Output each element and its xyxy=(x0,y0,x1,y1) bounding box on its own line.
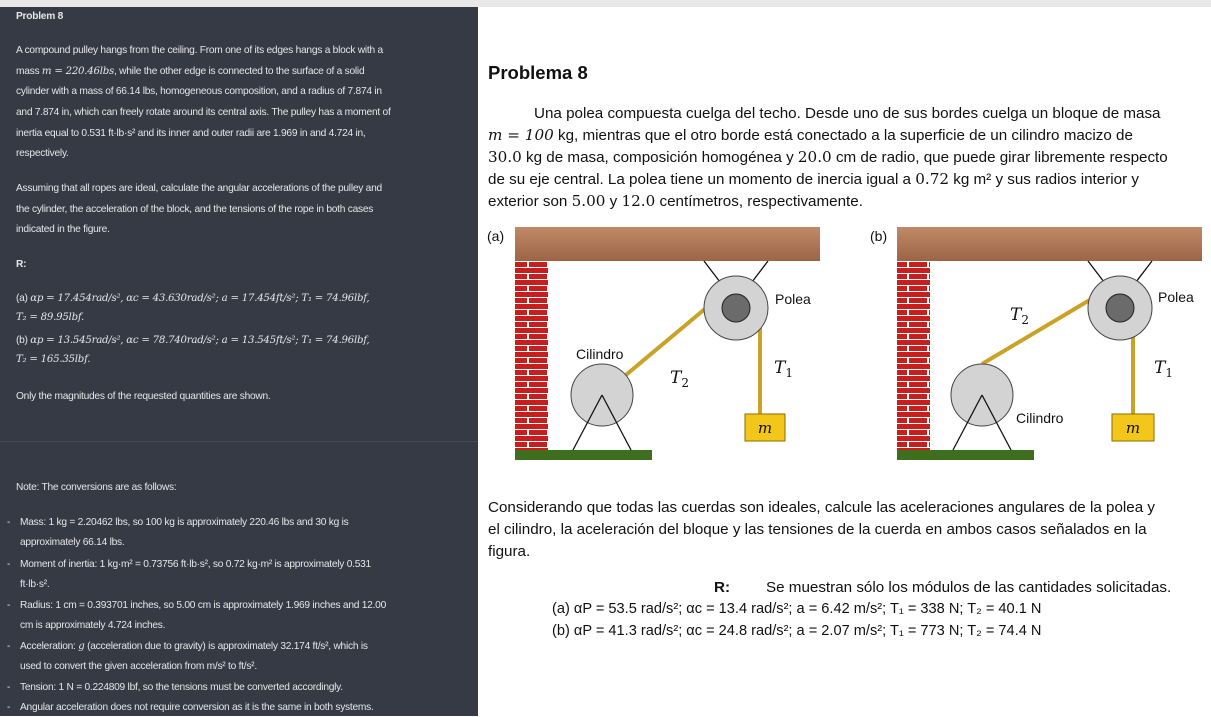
answer-b-line: (b) αp = 13.545rad/s², αc = 78.740rad/s²; a = 13.545ft/s²; T₁ = 74.96lbf, xyxy=(16,335,370,346)
top-strip xyxy=(0,0,1211,7)
bullet-icon: - xyxy=(7,641,11,652)
bullet-radius-cont: cm is approximately 4.724 inches. xyxy=(20,620,166,631)
cylinder-label: Cilindro xyxy=(1016,410,1064,426)
answer-b-line: T₂ = 165.35lbf. xyxy=(16,354,91,365)
bullet-mass-cont: approximately 66.14 lbs. xyxy=(20,537,125,548)
problem-text-line: mass m = 220.46lbs, while the other edge is connected to the surface of a solid xyxy=(16,66,365,77)
ceiling xyxy=(897,227,1202,261)
answer-a-line: T₂ = 89.95lbf. xyxy=(16,312,84,323)
paragraph-line: el cilindro, la aceleración del bloque y las tensiones de la cuerda en ambos casos señalados en la xyxy=(488,521,1147,538)
bullet-acceleration-cont: used to convert the given acceleration from m/s² to ft/s². xyxy=(20,661,257,672)
paragraph-line: m = 100 kg, mientras que el otro borde está conectado a la superficie de un cilindro macizo de xyxy=(488,126,1133,144)
pulley-inner xyxy=(722,294,750,322)
bullet-icon: - xyxy=(7,682,11,693)
tension-t1-label: $T_1$ xyxy=(774,358,793,380)
paragraph-line: figura. xyxy=(488,543,531,560)
pulley-label: Polea xyxy=(1158,289,1194,305)
figure-b xyxy=(870,227,1202,460)
spanish-problem-document xyxy=(478,7,1211,716)
problem-text-line: cylinder with a mass of 66.14 lbs, homogeneous composition, and a radius of 7.874 in xyxy=(16,86,382,97)
pulley-figure xyxy=(478,220,1211,460)
block-mass-label: m xyxy=(1125,419,1141,437)
bullet-acceleration: Acceleration: g (acceleration due to gravity) is approximately 32.174 ft/s², which is xyxy=(20,641,368,652)
bullet-angular: Angular acceleration does not require conversion as it is the same in both systems. xyxy=(20,702,374,713)
problem-text-line: inertia equal to 0.531 ft·lb·s² and its inner and outer radii are 1.969 in and 4.724 in, xyxy=(16,128,366,139)
answer-a-line: (a) αp = 17.454rad/s², αc = 43.630rad/s²; a = 17.454ft/s²; T₁ = 74.96lbf, xyxy=(16,293,370,304)
bullet-icon: - xyxy=(7,600,11,611)
pulley-label: Polea xyxy=(775,291,811,307)
problem-text-line: indicated in the figure. xyxy=(16,224,110,235)
problem-heading: Problem 8 xyxy=(16,11,64,22)
ceiling xyxy=(515,227,820,261)
bullet-mass: Mass: 1 kg = 2.20462 lbs, so 100 kg is approximately 220.46 lbs and 30 kg is xyxy=(20,517,349,528)
paragraph-line: exterior son 5.00 y 12.0 centímetros, respectivamente. xyxy=(488,192,863,210)
document-title: Problema 8 xyxy=(488,62,588,83)
figure-a-label: (a) xyxy=(487,228,505,244)
answer-label: R: xyxy=(16,259,27,270)
answer-b: (b) αP = 41.3 rad/s²; αc = 24.8 rad/s²; a = 2.07 m/s²; T₁ = 773 N; T₂ = 74.4 N xyxy=(552,623,1042,639)
ground xyxy=(515,450,652,460)
tension-t2-label: $T_2$ xyxy=(1010,305,1029,327)
bullet-radius: Radius: 1 cm = 0.393701 inches, so 5.00 cm is approximately 1.969 inches and 12.00 xyxy=(20,600,387,611)
english-translation-panel xyxy=(0,7,478,716)
answer-note: Se muestran sólo los módulos de las cantidades solicitadas. xyxy=(766,579,1172,596)
bullet-inertia: Moment of inertia: 1 kg·m² = 0.73756 ft·lb·s², so 0.72 kg·m² is approximately 0.531 xyxy=(20,559,371,570)
problem-text-line: A compound pulley hangs from the ceiling. From one of its edges hangs a block with a xyxy=(16,45,383,56)
bullet-icon: - xyxy=(7,517,11,528)
tension-t2-label: $T_2$ xyxy=(670,368,689,390)
paragraph-line: Una polea compuesta cuelga del techo. Desde uno de sus bordes cuelga un bloque de masa xyxy=(534,105,1161,122)
divider xyxy=(0,441,478,442)
magnitudes-note: Only the magnitudes of the requested quantities are shown. xyxy=(16,391,271,402)
bullet-tension: Tension: 1 N = 0.224809 lbf, so the tensions must be converted accordingly. xyxy=(20,682,343,693)
pulley-inner xyxy=(1106,294,1134,322)
tension-t1-label: $T_1$ xyxy=(1154,358,1173,380)
figure-b-label: (b) xyxy=(870,228,888,244)
bullet-icon: - xyxy=(7,559,11,570)
paragraph-line: de su eje central. La polea tiene un momento de inercia igual a 0.72 kg m² y sus radios interior y xyxy=(488,170,1139,188)
conversion-note-heading: Note: The conversions are as follows: xyxy=(16,482,177,493)
brick-wall xyxy=(515,261,548,451)
block-mass-label: m xyxy=(757,419,773,437)
answer-a: (a) αP = 53.5 rad/s²; αc = 13.4 rad/s²; a = 6.42 m/s²; T₁ = 338 N; T₂ = 40.1 N xyxy=(552,601,1042,617)
ground xyxy=(897,450,1034,460)
bullet-icon: - xyxy=(7,702,11,713)
problem-text-line: the cylinder, the acceleration of the block, and the tensions of the rope in both cases xyxy=(16,204,374,215)
cylinder-label: Cilindro xyxy=(576,346,624,362)
paragraph-line: Considerando que todas las cuerdas son ideales, calcule las aceleraciones angulares de la polea y xyxy=(488,499,1155,516)
problem-text-line: Assuming that all ropes are ideal, calculate the angular accelerations of the pulley and xyxy=(16,183,382,194)
problem-text-line: respectively. xyxy=(16,148,69,159)
figure-a xyxy=(487,227,820,460)
paragraph-line: 30.0 kg de masa, composición homogénea y 20.0 cm de radio, que puede girar libremente respecto xyxy=(488,148,1168,166)
bullet-inertia-cont: ft·lb·s². xyxy=(20,579,50,590)
brick-wall xyxy=(897,261,930,451)
problem-text-line: and 7.874 in, which can freely rotate around its central axis. The pulley has a moment of xyxy=(16,107,391,118)
answer-label: R: xyxy=(714,579,731,596)
